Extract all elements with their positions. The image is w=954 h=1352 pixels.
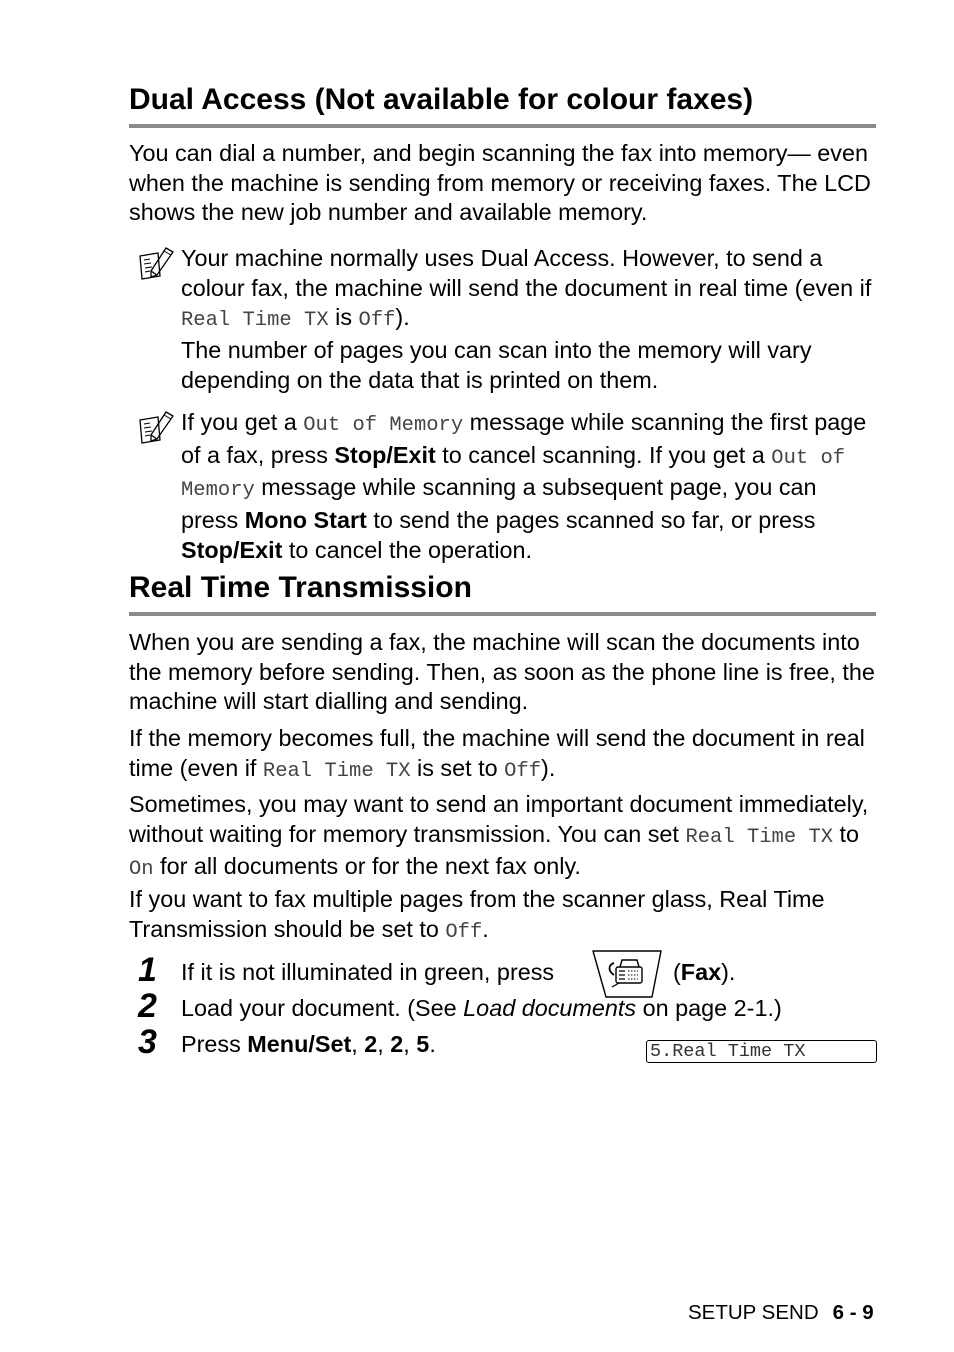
- note-pencil-icon: [136, 408, 176, 448]
- step-text-part: ,: [377, 1031, 391, 1057]
- section-title-real-time-transmission: Real Time Transmission: [129, 571, 472, 604]
- rtt-paragraph-2: [129, 724, 879, 786]
- note-pencil-icon: [136, 244, 176, 284]
- rtt-paragraph-4: [129, 885, 879, 947]
- lcd-code-off: Off: [504, 759, 542, 783]
- step-text-part: If it is not illuminated in green, press: [181, 959, 555, 985]
- step-text: [181, 1030, 436, 1059]
- note-text-part: to cancel the operation.: [282, 536, 533, 563]
- step-text-part: on page 2-1.): [636, 995, 782, 1021]
- note-out-of-memory: [136, 408, 878, 566]
- paragraph-text-part: If the memory becomes full, the machine will send the document in real time (even if: [129, 725, 865, 781]
- rtt-paragraph-1: When you are sending a fax, the machine will scan the documents into the memory before sending. Then, as soon as the phone line is free, the machine will start dialling and sending.: [129, 629, 875, 715]
- note-text-part: If you get a: [181, 409, 304, 435]
- lcd-code-out-of-memory: Out of Memory: [303, 414, 464, 437]
- note-text-part: ).: [395, 304, 410, 331]
- step-text: [181, 958, 554, 987]
- step-text-part: ,: [351, 1031, 365, 1057]
- step-number: 3: [138, 1023, 157, 1061]
- lcd-code-real-time-tx: Real Time TX: [262, 759, 411, 783]
- step-2: [138, 988, 878, 1028]
- key-mono-start: Mono Start: [244, 507, 367, 534]
- dual-access-intro: You can dial a number, and begin scanning the fax into memory— even when the machine is sending from memory or receiving faxes. The LCD shows the new job number and available memory.: [129, 140, 871, 226]
- step-text-part: Load your document. (See: [181, 995, 464, 1021]
- paragraph-text-part: is set to: [410, 754, 505, 781]
- key-menu-set: Menu/Set: [247, 1031, 352, 1057]
- section-divider: [129, 124, 876, 128]
- step-1: [138, 952, 878, 992]
- key-stop-exit: Stop/Exit: [181, 536, 283, 563]
- page-footer: [688, 1301, 874, 1325]
- page-number: 6 - 9: [832, 1301, 874, 1324]
- note-text-part: is: [328, 304, 359, 331]
- step-text: [181, 994, 782, 1023]
- paragraph-text-part: to: [833, 820, 860, 847]
- lcd-display: 5.Real Time TX: [646, 1040, 877, 1063]
- paragraph-text-part: If you want to fax multiple pages from the scanner glass, Real Time Transmission should be set to: [129, 886, 825, 942]
- paragraph-text-part: ).: [541, 754, 556, 781]
- step-text-fax: [673, 958, 735, 987]
- section-title-dual-access: Dual Access (Not available for colour faxes): [129, 83, 754, 116]
- note-dual-access: [136, 244, 878, 396]
- key-stop-exit: Stop/Exit: [334, 441, 436, 468]
- key-digit: 2: [364, 1031, 378, 1057]
- note-text-part: to send the pages scanned so far, or press: [366, 507, 816, 534]
- note-text-part: The number of pages you can scan into the memory will vary depending on the data that is printed on them.: [181, 337, 812, 393]
- step-text-part: ).: [721, 959, 736, 985]
- paragraph-text-part: Sometimes, you may want to send an important document immediately, without waiting for memory transmission. You can set: [129, 791, 869, 847]
- step-text-part: Press: [181, 1031, 248, 1057]
- rtt-paragraph-3: [129, 790, 879, 885]
- lcd-code-real-time-tx: Real Time TX: [181, 309, 329, 333]
- step-number: 1: [138, 951, 157, 989]
- lcd-code-out-of-memory: Out of Memory: [181, 446, 846, 503]
- paragraph-text-part: .: [482, 915, 489, 942]
- lcd-code-on: On: [129, 858, 154, 882]
- note-text: [181, 408, 878, 566]
- paragraph-text-part: for all documents or for the next fax only.: [153, 853, 581, 880]
- key-digit: 5: [416, 1031, 430, 1057]
- key-fax: Fax: [680, 959, 722, 985]
- section-divider: [129, 612, 876, 616]
- key-digit: 2: [390, 1031, 404, 1057]
- step-text-part: .: [429, 1031, 436, 1057]
- reference-load-documents: Load documents: [463, 995, 637, 1021]
- note-text-part: message while scanning the first page of a fax, press: [181, 409, 867, 468]
- note-text-part: Your machine normally uses Dual Access. However, to send a colour fax, the machine will send the document in real time (even if: [181, 245, 872, 301]
- lcd-code-real-time-tx: Real Time TX: [685, 825, 834, 849]
- lcd-code-off: Off: [358, 309, 396, 333]
- footer-section-name: SETUP SEND: [688, 1301, 819, 1324]
- step-text-part: ,: [403, 1031, 417, 1057]
- note-text-part: message while scanning a subsequent page, you can press: [181, 474, 817, 534]
- note-text: [181, 244, 878, 396]
- step-number: 2: [138, 987, 157, 1025]
- note-text-part: to cancel scanning. If you get a: [435, 441, 772, 468]
- step-text-part: (: [673, 959, 681, 985]
- lcd-code-off: Off: [445, 920, 483, 944]
